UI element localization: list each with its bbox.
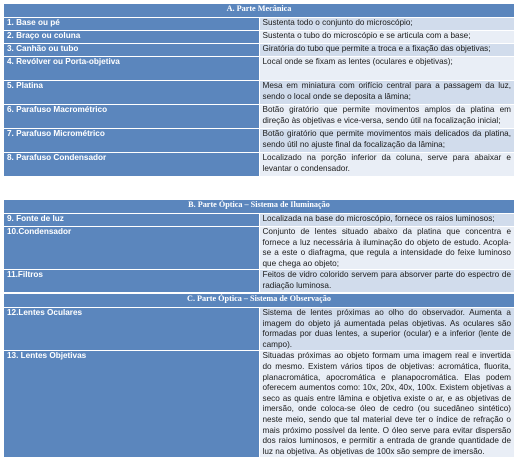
- definition-cell: Situadas próximas ao objeto formam uma imagem real e invertida do mesmo. Existem vários tipos de objetivas: acromática, fluorita, planacromática, apocromática e planapocromática. Elas podem oferecem aumentos como: 10x, 20x, 40x, 100x. Existem objetivas a seco as quais entre lâmina e objetiva existe o ar, e as objetivas de imersão, onde coloca-se óleo de cedro (ou sucedâneo sintético) neste meio, sendo que tal material deve ter o índice de refração o mais próximo possível da lente. O óleo serve para evitar dispersão dos raios luminosos, e permitir a entrada de grande quantidade de luz na objetiva. As objetivas de 100x são sempre de imersão.: [259, 351, 515, 458]
- term-cell: 4. Revólver ou Porta-objetiva: [4, 57, 260, 81]
- section-mechanical-table: [3, 3, 515, 177]
- term-cell: 5. Platina: [4, 81, 260, 105]
- term-cell: 10.Condensador: [4, 227, 260, 270]
- table-row: [4, 351, 515, 458]
- definition-cell: Feitos de vidro colorido servem para absorver parte do espectro de radiação luminosa.: [259, 270, 515, 292]
- definition-cell: Sustenta o tubo do microscópio e se articula com a base;: [259, 31, 515, 44]
- definition-cell: Botão giratório que permite movimentos amplos da platina em direção às objetivas e vice-versa, sendo útil na focalização inicial;: [259, 105, 515, 129]
- table-row: [4, 44, 515, 57]
- term-cell: 6. Parafuso Macrométrico: [4, 105, 260, 129]
- term-cell: 7. Parafuso Micrométrico: [4, 129, 260, 153]
- table-row: [4, 227, 515, 270]
- term-cell: 13. Lentes Objetivas: [4, 351, 260, 458]
- definition-cell: Conjunto de lentes situado abaixo da platina que concentra e fornece a luz necessária à iluminação do objeto de estudo. Acopla-se a este o diafragma, que regula a intensidade do feixe luminoso que chega ao objeto;: [259, 227, 515, 270]
- term-cell: 8. Parafuso Condensador: [4, 153, 260, 177]
- term-cell: 12.Lentes Oculares: [4, 308, 260, 351]
- table-row: [4, 18, 515, 31]
- section-illumination-table: [3, 199, 515, 293]
- definition-cell: Mesa em miniatura com orifício central para a passagem da luz, sendo o local onde se deposita a lâmina;: [259, 81, 515, 105]
- definition-cell: Localizado na porção inferior da coluna, serve para abaixar e levantar o condensador.: [259, 153, 515, 177]
- definition-cell: Sustenta todo o conjunto do microscópio;: [259, 18, 515, 31]
- definition-cell: Sistema de lentes próximas ao olho do observador. Aumenta a imagem do objeto já aumentada pelas objetivas. As oculares são formadas por duas lentes, a superior (ocular) e a inferior (lente de campo).: [259, 308, 515, 351]
- table-row: [4, 214, 515, 227]
- term-cell: 2. Braço ou coluna: [4, 31, 260, 44]
- section-title: B. Parte Óptica – Sistema de Iluminação: [4, 200, 515, 214]
- definition-cell: Local onde se fixam as lentes (oculares e objetivas);: [259, 57, 515, 81]
- term-cell: 9. Fonte de luz: [4, 214, 260, 227]
- table-row: [4, 129, 515, 153]
- table-row: [4, 270, 515, 292]
- section-title: C. Parte Óptica – Sistema de Observação: [4, 294, 515, 308]
- section-observation-table: [3, 293, 515, 458]
- definition-cell: Localizada na base do microscópio, fornece os raios luminosos;: [259, 214, 515, 227]
- section-title: A. Parte Mecânica: [4, 4, 515, 18]
- table-row: [4, 105, 515, 129]
- term-cell: 11.Filtros: [4, 270, 260, 292]
- table-row: [4, 153, 515, 177]
- table-row: [4, 81, 515, 105]
- definition-cell: Giratória do tubo que permite a troca e a fixação das objetivas;: [259, 44, 515, 57]
- table-row: [4, 31, 515, 44]
- table-row: [4, 57, 515, 81]
- table-row: [4, 308, 515, 351]
- term-cell: 3. Canhão ou tubo: [4, 44, 260, 57]
- term-cell: 1. Base ou pé: [4, 18, 260, 31]
- definition-cell: Botão giratório que permite movimentos mais delicados da platina, sendo útil no ajuste final da focalização da lâmina;: [259, 129, 515, 153]
